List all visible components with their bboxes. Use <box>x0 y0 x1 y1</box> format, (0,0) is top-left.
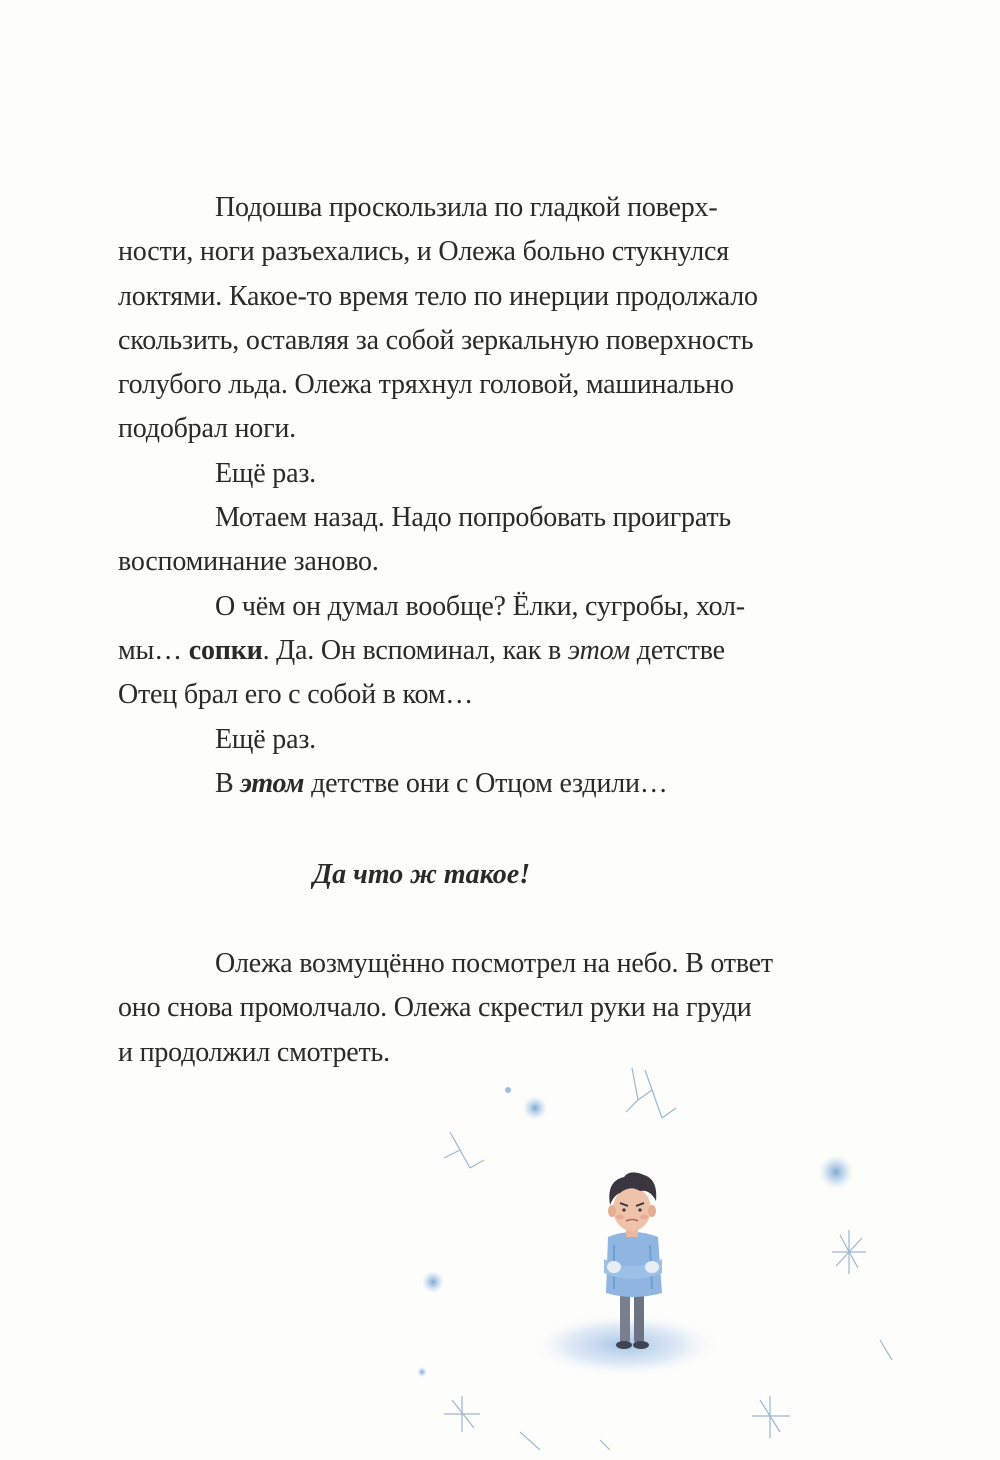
text-run: детстве они с Отцом ездили… <box>304 767 668 799</box>
frost-cracks <box>444 1068 892 1450</box>
text-run: В <box>215 767 241 799</box>
snow-blot <box>417 1367 427 1377</box>
bold-word: сопки <box>188 634 263 666</box>
boy-shoe <box>616 1341 632 1349</box>
paragraph-line: Отец брал его с собой в ком… <box>118 679 474 711</box>
boy-shoe <box>633 1341 649 1349</box>
paragraph-line: скользить, оставляя за собой зеркальную поверхность <box>118 324 754 356</box>
boy-leg <box>620 1293 630 1343</box>
text-run: детстве <box>630 634 725 666</box>
paragraph-line: оно снова промолчало. Олежа скрестил руки на груди <box>118 992 752 1024</box>
snow-blot <box>523 1096 547 1120</box>
boy-head <box>613 1187 651 1231</box>
paragraph-line: воспоминание заново. <box>118 546 379 578</box>
paragraph-line <box>118 629 838 673</box>
again-line: Ещё раз. <box>215 723 316 755</box>
snow-blot <box>505 1087 511 1093</box>
boy-on-ice-illustration <box>400 1060 900 1450</box>
paragraph-line: Олежа возмущённо посмотрел на небо. В ответ <box>215 948 773 979</box>
bold-italic-word: этом <box>240 767 305 799</box>
text-run: . Да. Он вспоминал, как в <box>262 634 568 666</box>
snow-blot <box>422 1271 444 1293</box>
paragraph-line: локтями. Какое-то время тело по инерции продолжало <box>118 280 758 312</box>
italic-word: этом <box>567 634 630 666</box>
paragraph-line: ности, ноги разъехались, и Олежа больно стукнулся <box>118 236 729 268</box>
exclamation-line: Да что ж такое! <box>313 859 531 890</box>
text-run: мы… <box>118 634 189 666</box>
paragraph-line: Мотаем назад. Надо попробовать проиграть <box>215 502 731 534</box>
paragraph-line: подобрал ноги. <box>118 413 296 445</box>
paragraph-line: голубого льда. Олежа тряхнул головой, машинально <box>118 369 734 401</box>
boy-leg <box>634 1293 644 1343</box>
paragraph-line: О чём он думал вообще? Ёлки, сугробы, хол- <box>215 590 745 622</box>
paragraph-line: и продолжил смотреть. <box>118 1036 390 1068</box>
paragraph-line <box>118 762 838 806</box>
again-line: Ещё раз. <box>215 457 316 489</box>
paragraph-line: Подошва проскользила по гладкой поверх- <box>215 192 718 223</box>
final-paragraph <box>118 942 838 1075</box>
main-text <box>118 186 838 806</box>
snow-blot <box>819 1155 853 1189</box>
